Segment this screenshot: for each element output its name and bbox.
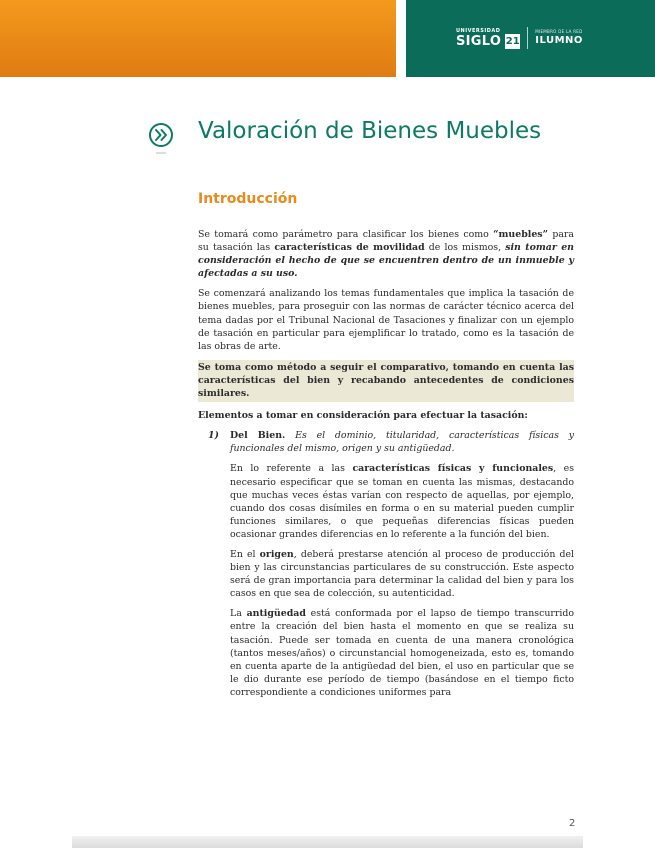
header-gap [396, 0, 406, 77]
intro-p1-text: Se tomará como parámetro para clasificar los bienes como [198, 229, 494, 240]
section-title-introduccion: Introducción [198, 191, 298, 207]
logo-divider [527, 27, 528, 49]
item-1-paragraph-3 [230, 607, 574, 699]
item-1-p2-text-2: , deberá prestarse atención al proceso de producción del bien y las circunstancias particulares de su construcción. Este aspecto será de gran importancia para determinar la calidad del bien y para los casos en que sea de colección, su autenticidad. [230, 548, 575, 600]
logo-ilumno-tagline: MIEMBRO DE LA RED [535, 29, 583, 34]
item-1-description: Es el dominio, titularidad, características físicas y funcionales del mismo, origen y su antigüedad. [230, 430, 574, 455]
list-item-number: 1) [208, 430, 219, 442]
logo-university-label: UNIVERSIDAD [456, 27, 501, 34]
item-1-p1-text-2: , es necesario especificar que se toman en cuenta las mismas, destacando que muchas veces éstas varían con respecto de aquellas, por ejemplo, cuando dos cosas disímiles en forma o en su material pueden cumplir funciones similares, o que pequeñas diferencias físicas pueden ocasionar grandes diferencias en lo referente a la función del bien. [230, 463, 575, 540]
intro-p1-muebles: “muebles” [493, 229, 548, 240]
intro-paragraph-2: Se comenzará analizando los temas fundamentales que implica la tasación de bienes muebles, para proseguir con las normas de carácter técnico acerca del tema dadas por el Tribunal Nacional de Tasaciones y finalizar con un ejemplo de tasación en particular para ejemplificar lo tratado, como es la tasación de las obras de arte. [198, 288, 574, 352]
elements-heading: Elementos a tomar en consideración para efectuar la tasación: [198, 410, 528, 422]
university-logo [456, 25, 583, 51]
double-chevron-circle-icon [147, 122, 175, 158]
item-1-intro [230, 429, 574, 455]
item-1-p2-text: En el [230, 548, 260, 560]
list-item-del-bien [208, 429, 574, 706]
logo-ilumno-label: ILUMNO [535, 35, 583, 46]
method-highlight: Se toma como método a seguir el comparativo, tomando en cuenta las características del bien y recabando antecedentes de condiciones similares. [198, 360, 574, 402]
item-1-p3-text-2: está conformada por el lapso de tiempo transcurrido entre la creación del bien hasta el momento en que se realiza su tasación. Puede ser tomada en cuenta de una manera cronológica (tantos meses/años) o circunstancial homogeneizada, esto es, tomando en cuenta aparte de la antigüedad del bien, el uso en particular que se le dio durante ese período de tiempo (basándose en el tiempo ficto correspondiente a condiciones uniformes para [230, 608, 574, 698]
page-number: 2 [569, 818, 576, 829]
header-orange-band [0, 0, 396, 77]
logo-siglo-label: SIGLO [456, 33, 502, 49]
page-title: Valoración de Bienes Muebles [198, 118, 542, 144]
item-1-p2-bold: origen [259, 548, 294, 560]
item-1-paragraph-2 [230, 548, 574, 600]
intro-p1-text-2: para su tasación las [198, 229, 574, 254]
item-1-p3-text: La [230, 608, 247, 620]
item-1-paragraph-1 [230, 462, 574, 541]
list-item-body [230, 429, 574, 706]
logo-siglo-block [456, 29, 501, 48]
document-body [198, 228, 574, 706]
logo-21-badge: 21 [505, 35, 520, 47]
intro-p1-text-3: de los mismos, [424, 242, 506, 254]
logo-ilumno-block [535, 30, 583, 46]
footer-bar [72, 836, 583, 848]
intro-p1-movilidad: características de movilidad [274, 242, 425, 254]
item-1-p1-bold: características físicas y funcionales [352, 463, 554, 475]
item-1-title: Del Bien. [230, 430, 286, 442]
item-1-p1-text: En lo referente a las [230, 463, 353, 475]
intro-paragraph-1 [198, 228, 574, 280]
item-1-p3-bold: antigüedad [246, 608, 306, 620]
intro-p1-emphasis: sin tomar en consideración el hecho de que se encuentren dentro de un inmueble y afectadas a su uso. [198, 242, 574, 280]
